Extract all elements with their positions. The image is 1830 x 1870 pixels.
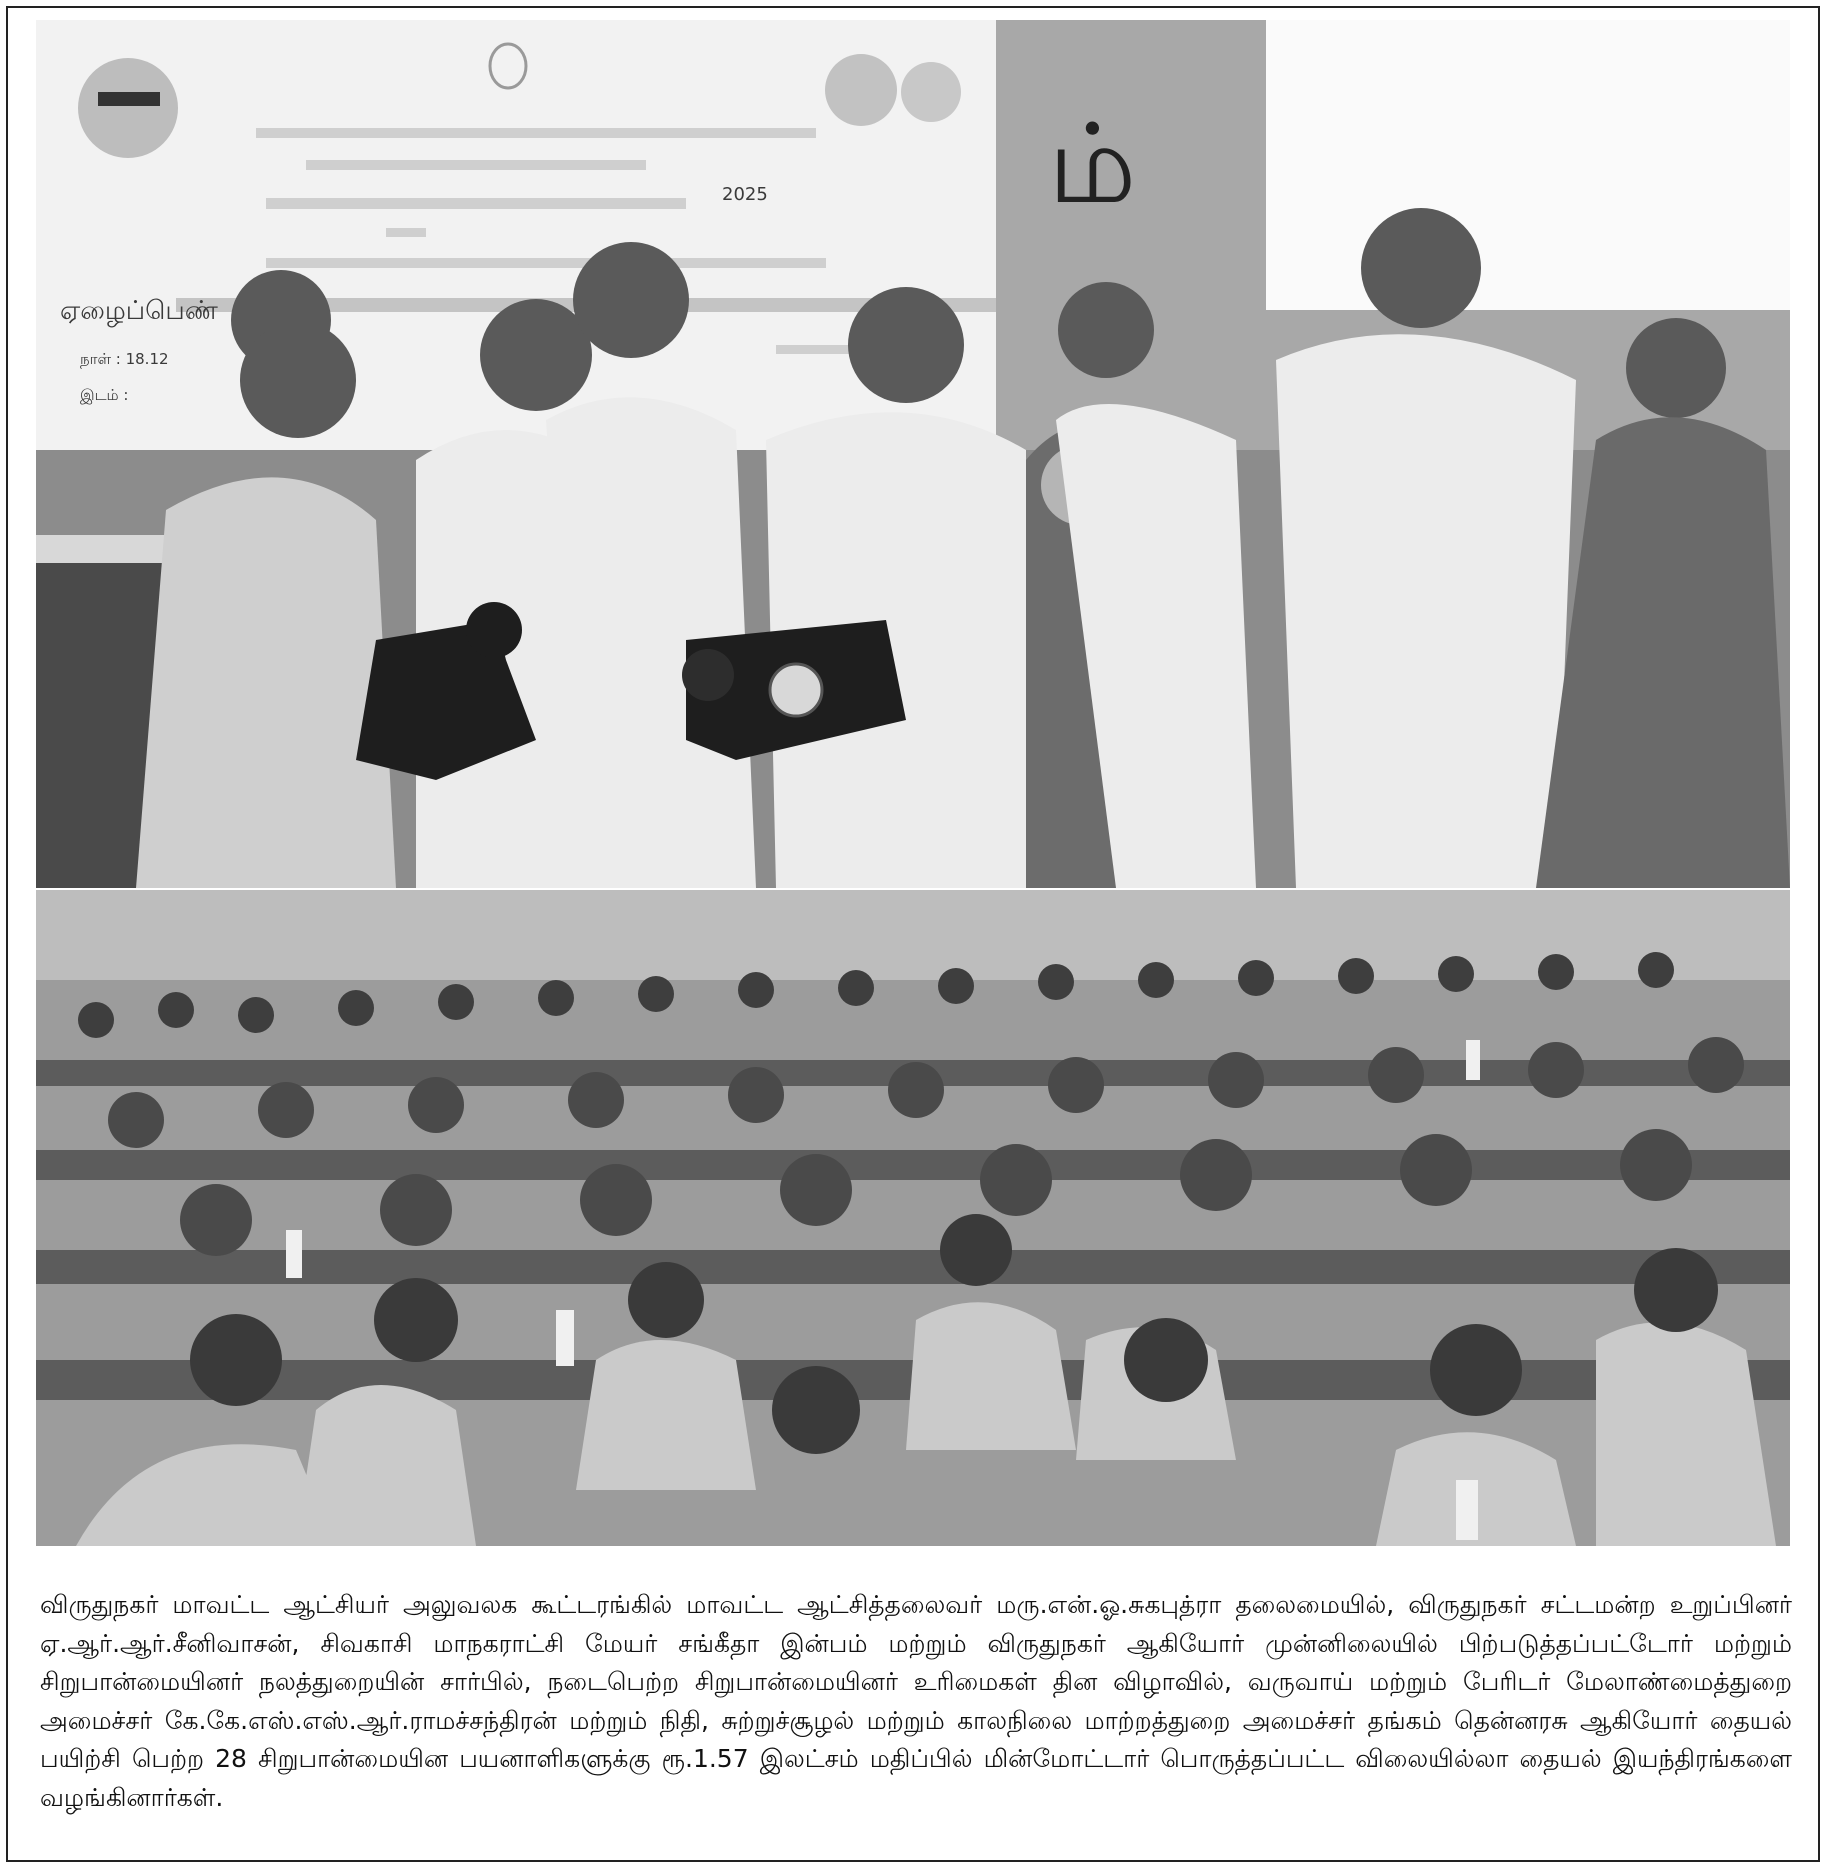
portrait-center [825, 54, 897, 126]
banner-date-label: நாள் : 18.12 [80, 350, 169, 368]
man-white-dhoti [1276, 334, 1576, 888]
audience-photo-graphic [36, 890, 1790, 1546]
stage-photo [36, 20, 1790, 888]
audience-photo [36, 890, 1790, 1546]
portrait-left [78, 58, 178, 158]
news-caption: விருதுநகர் மாவட்ட ஆட்சியர் அலுவலக கூட்டரங்கில் மாவட்ட ஆட்சித்தலைவர் மரு.என்.ஓ.சுகபுத்ரா தலைமையில், விருதுநகர் சட்டமன்ற உறுப்பினர் ஏ.ஆர்.ஆர்.சீனிவாசன், சிவகாசி மாநகராட்சி மேயர் சங்கீதா இன்பம் மற்றும் விருதுநகர் ஆகியோர் முன்னிலையில் பிற்படுத்தப்பட்டோர் மற்றும் சிறுபான்மையினர் நலத்துறையின் சார்பில், நடைபெற்ற சிறுபான்மையினர் உரிமைகள் தின விழாவில், வருவாய் மற்றும் பேரிடர் மேலாண்மைத்துறை அமைச்சர் கே.கே.எஸ்.எஸ்.ஆர்.ராமச்சந்திரன் மற்றும் நிதி, சுற்றுச்சூழல் மற்றும் காலநிலை மாற்றத்துறை அமைச்சர் தங்கம் தென்னரசு ஆகியோர் தையல் பயிற்சி பெற்ற 28 சிறுபான்மையின பயனாளிகளுக்கு ரூ.1.57 இலட்சம் மதிப்பில் மின்மோட்டார் பொருத்தப்பட்ட விலையில்லா தையல் இயந்திரங்களை வழங்கினார்கள். [40, 1590, 1792, 1812]
woman-left-saree [136, 477, 396, 888]
stage-photo-graphic [36, 20, 1790, 888]
banner-year: 2025 [722, 184, 768, 205]
portrait-right [901, 62, 961, 122]
wall-glyph: ம் [1048, 100, 1137, 228]
banner-place-label: இடம் : [80, 386, 129, 404]
machine-label-badge [770, 664, 822, 716]
banner-headline-fragment: ஏழைப்பெண் [60, 296, 218, 326]
projector-screen [1266, 20, 1790, 310]
